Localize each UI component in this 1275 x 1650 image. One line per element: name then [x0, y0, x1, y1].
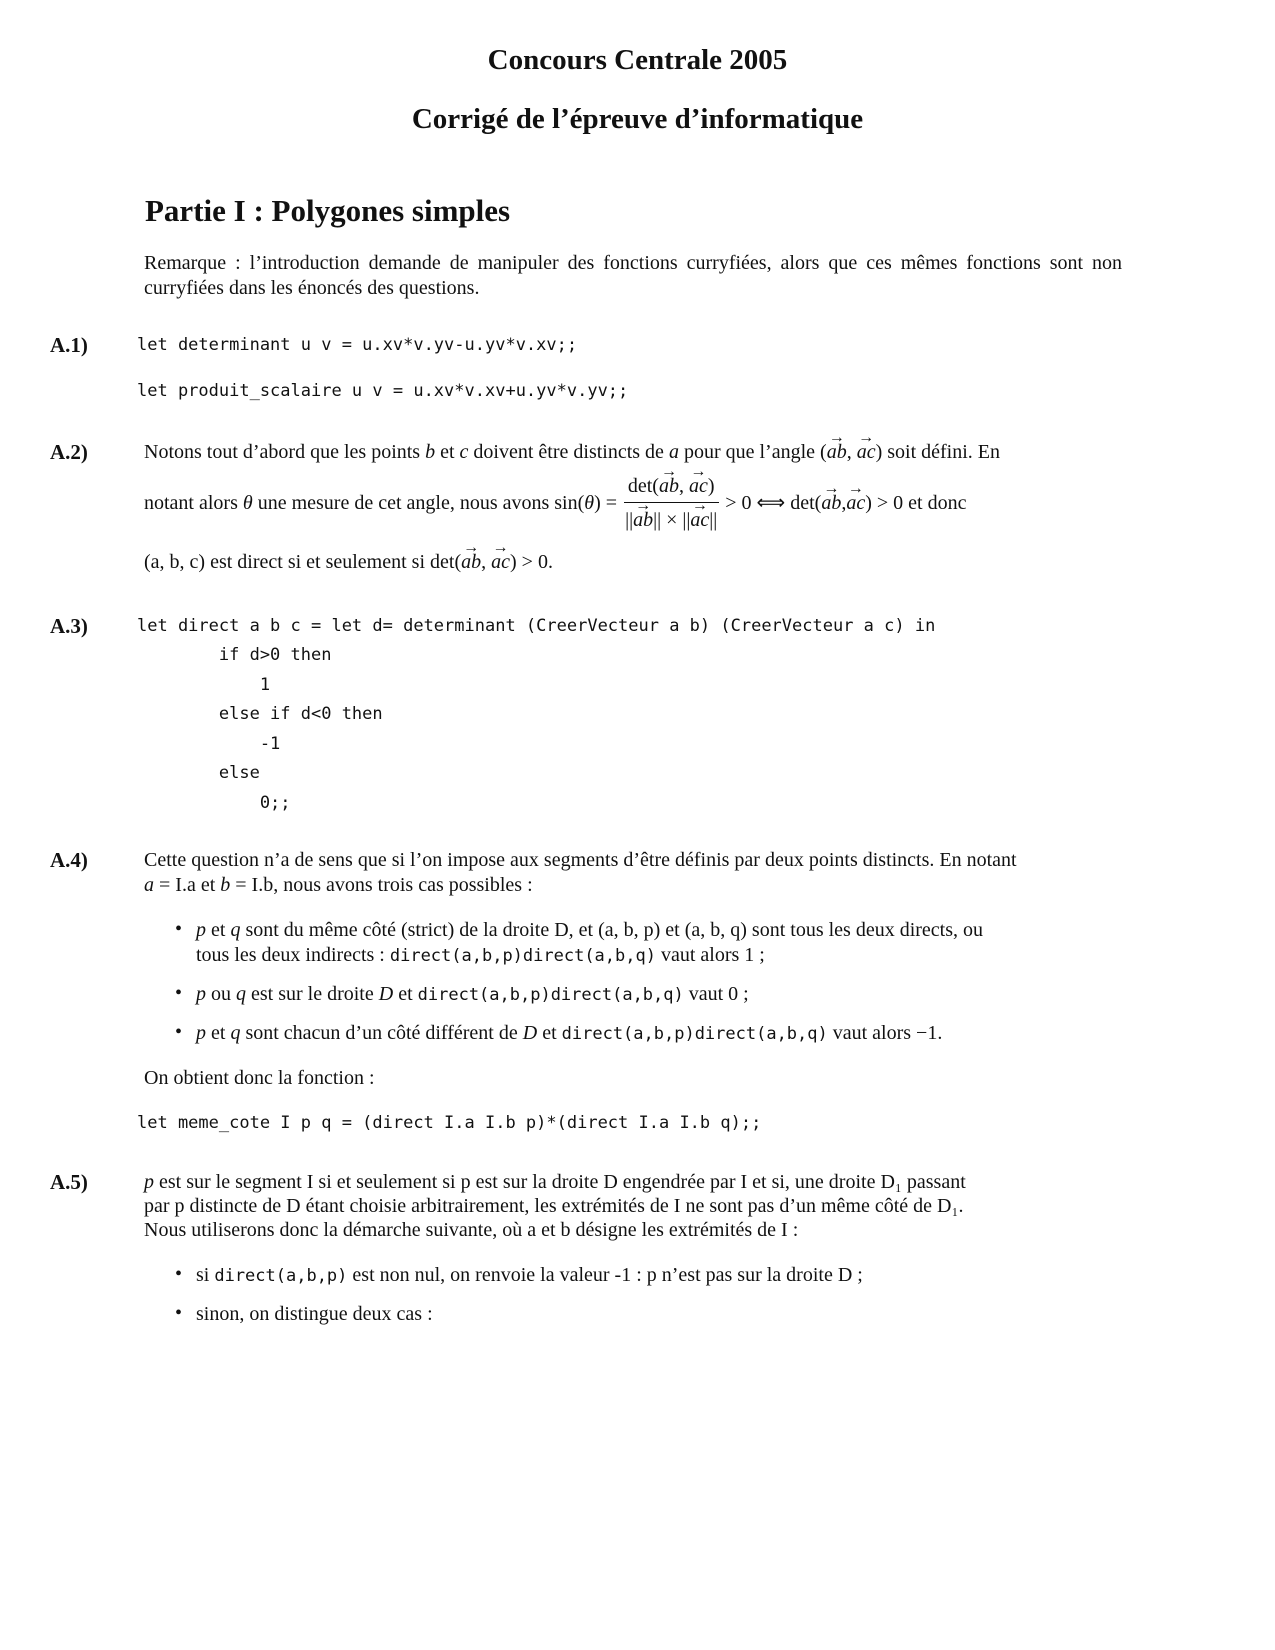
code-determinant: let determinant u v = u.xv*v.yv-u.yv*v.xv;;	[137, 335, 578, 355]
code-produit-scalaire: let produit_scalaire u v = u.xv*v.xv+u.yv*v.yv;;	[137, 381, 629, 401]
a5-line-1: p est sur le segment I si et seulement si p est sur la droite D engendrée par I et si, une droite D₁ passant	[144, 1171, 966, 1193]
a4-intro-line-2: a = I.a et b = I.b, nous avons trois cas possibles :	[144, 874, 533, 896]
a4-bullet-1-line-1: p et q sont du même côté (strict) de la droite D, et (a, b, p) et (a, b, q) sont tous les deux directs, ou	[196, 919, 984, 941]
code-direct-line: 0;;	[137, 793, 291, 813]
code-direct-line: let direct a b c = let d= determinant (CreerVecteur a b) (CreerVecteur a c) in	[137, 616, 936, 636]
code-direct-line: 1	[137, 675, 271, 695]
a2-line-2: notant alors θ une mesure de cet angle, nous avons sin( θ ) = $\frac{\det(\to ab, \to ac)}{||\to ab|| \times ||\to ac||}$ > 0 ⟺ det( → ab , → ac ) > 0 et donc	[144, 474, 1122, 533]
remark-paragraph: Remarque : l’introduction demande de manipuler des fonctions curryfiées, alors que ces mêmes fonctions sont non curryfiées dans les énoncés des questions.	[144, 252, 1122, 299]
question-label-a2: A.2)	[50, 440, 88, 464]
a4-conclusion: On obtient donc la fonction :	[144, 1067, 375, 1089]
sine-fraction: $\frac{\det(\to ab, \to ac)}{||\to ab|| \times ||\to ac||}$	[621, 474, 721, 533]
a5-bullet-2: sinon, on distingue deux cas :	[196, 1303, 433, 1325]
document-subtitle: Corrigé de l’épreuve d’informatique	[411, 103, 864, 135]
bullet-marker: •	[175, 982, 183, 1004]
a2-line-3: (a, b, c) est direct si et seulement si det(→ ab, → ac) > 0.	[144, 550, 1122, 575]
bullet-marker: •	[175, 1021, 183, 1043]
a4-bullet-3: p et q sont chacun d’un côté différent de D et direct(a,b,p)direct(a,b,q) vaut alors −1.	[196, 1022, 943, 1044]
bullet-marker: •	[175, 1302, 183, 1324]
question-label-a1: A.1)	[50, 333, 88, 357]
code-direct-line: else	[137, 763, 260, 783]
a4-bullet-1-line-2: tous les deux indirects : direct(a,b,p)direct(a,b,q) vaut alors 1 ;	[196, 944, 765, 966]
code-meme-cote: let meme_cote I p q = (direct I.a I.b p)*(direct I.a I.b q);;	[137, 1113, 762, 1133]
bullet-marker: •	[175, 918, 183, 940]
code-direct-line: if d>0 then	[137, 645, 332, 665]
a2-line-1: Notons tout d’abord que les points b et c doivent être distincts de a pour que l’angle (→ ab, → ac) soit défini. En	[144, 440, 1122, 465]
document-title: Concours Centrale 2005	[487, 44, 788, 76]
a5-bullet-1: si direct(a,b,p) est non nul, on renvoie la valeur -1 : p n’est pas sur la droite D ;	[196, 1264, 863, 1286]
a5-line-3: Nous utiliserons donc la démarche suivante, où a et b désigne les extrémités de I :	[144, 1219, 799, 1241]
a4-bullet-2: p ou q est sur le droite D et direct(a,b,p)direct(a,b,q) vaut 0 ;	[196, 983, 749, 1005]
code-direct-line: -1	[137, 734, 281, 754]
code-direct-line: else if d<0 then	[137, 704, 383, 724]
a4-intro-line-1: Cette question n’a de sens que si l’on impose aux segments d’être définis par deux points distincts. En notant	[144, 849, 1017, 871]
question-label-a5: A.5)	[50, 1170, 88, 1194]
question-label-a4: A.4)	[50, 848, 88, 872]
bullet-marker: •	[175, 1263, 183, 1285]
section-title: Partie I : Polygones simples	[145, 193, 511, 228]
a5-line-2: par p distincte de D étant choisie arbitrairement, les extrémités de I ne sont pas d’un même côté de D₁.	[144, 1195, 964, 1217]
question-label-a3: A.3)	[50, 614, 88, 638]
